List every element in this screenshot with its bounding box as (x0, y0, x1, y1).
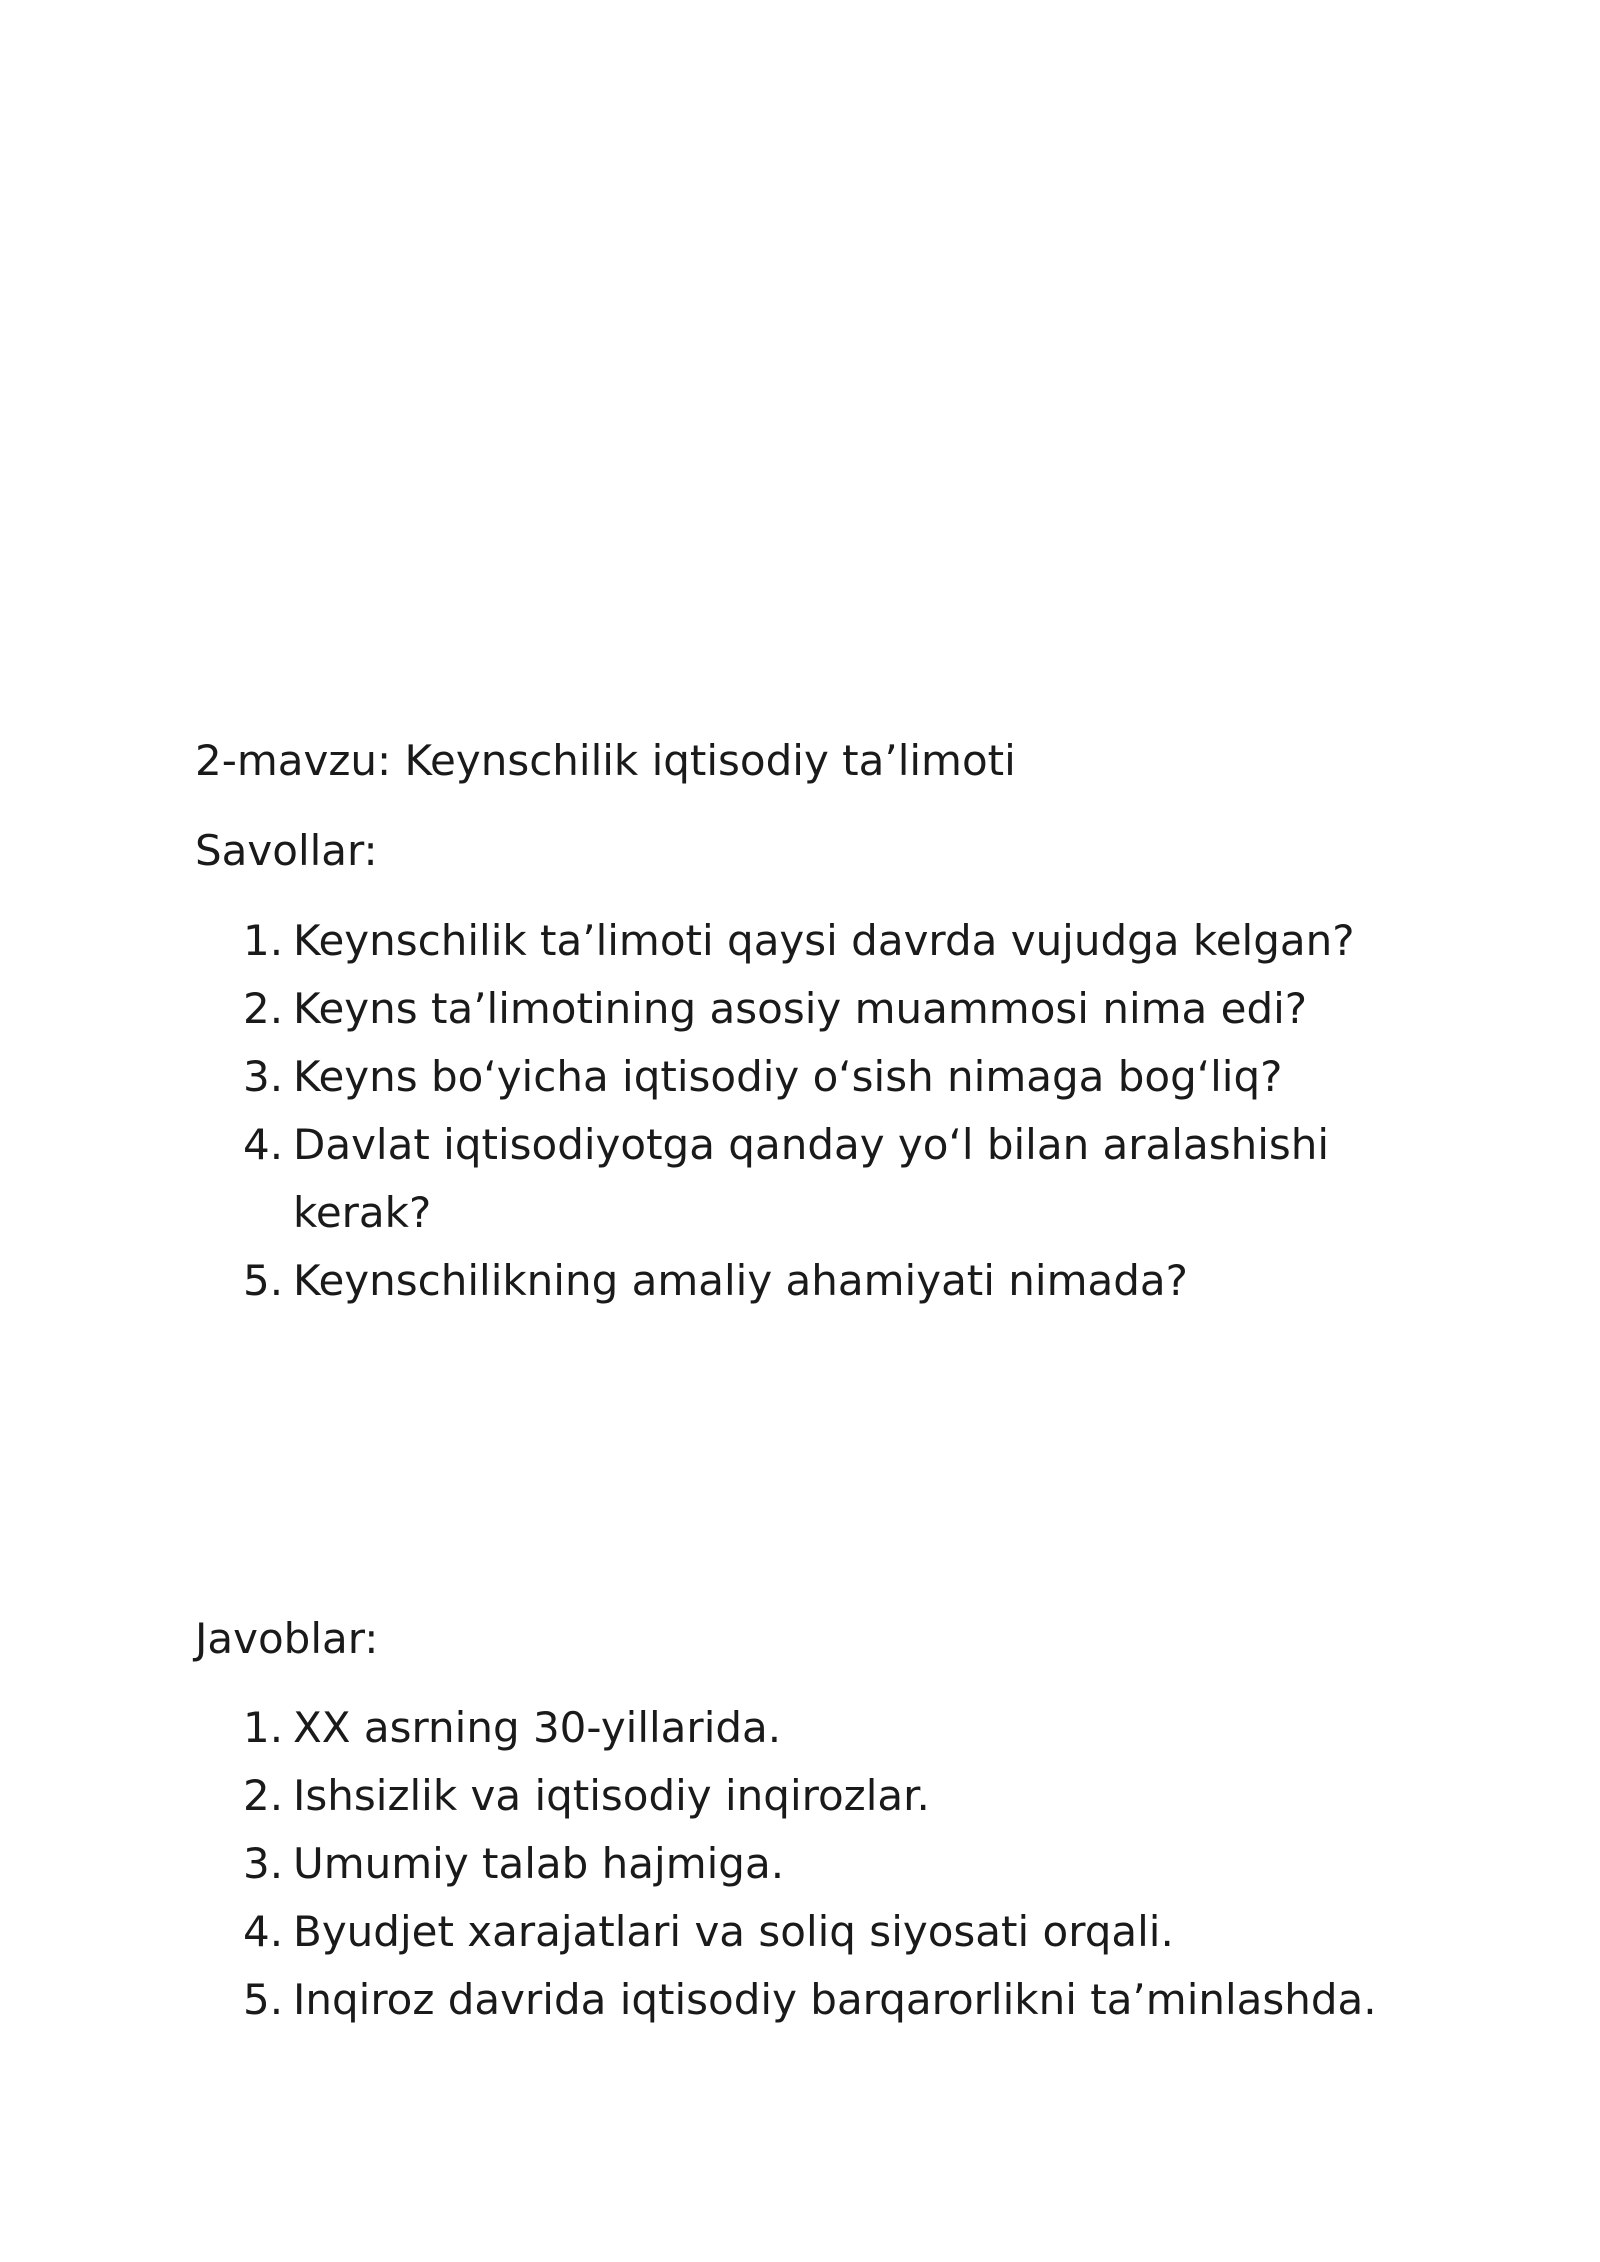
answer-number: 1. (243, 1703, 284, 1752)
page-title: 2-mavzu: Keynschilik iqtisodiy ta’limoti (195, 736, 1016, 785)
question-text: Keyns ta’limotining asosiy muammosi nima edi? (293, 984, 1308, 1033)
question-item (243, 975, 1403, 1043)
question-item (243, 1043, 1403, 1111)
question-number: 5. (243, 1256, 284, 1305)
answer-item (243, 1966, 1403, 2034)
answer-text: Ishsizlik va iqtisodiy inqirozlar. (293, 1771, 930, 1820)
answer-number: 5. (243, 1975, 284, 2024)
answer-text: Inqiroz davrida iqtisodiy barqarorlikni ta’minlashda. (293, 1975, 1377, 2024)
answers-list (243, 1694, 1403, 2034)
answer-item (243, 1830, 1403, 1898)
answer-text: Umumiy talab hajmiga. (293, 1839, 785, 1888)
question-text: Keyns bo‘yicha iqtisodiy o‘sish nimaga bog‘liq? (293, 1052, 1283, 1101)
answers-heading: Javoblar: (195, 1614, 379, 1663)
questions-heading: Savollar: (195, 826, 378, 875)
question-item (243, 1111, 1403, 1247)
answer-text: Byudjet xarajatlari va soliq siyosati orqali. (293, 1907, 1174, 1956)
question-number: 3. (243, 1052, 284, 1101)
question-text: Keynschilik ta’limoti qaysi davrda vujudga kelgan? (293, 916, 1355, 965)
answer-item (243, 1762, 1403, 1830)
question-number: 2. (243, 984, 284, 1033)
question-text: Keynschilikning amaliy ahamiyati nimada? (293, 1256, 1188, 1305)
answer-number: 2. (243, 1771, 284, 1820)
answer-number: 4. (243, 1907, 284, 1956)
question-text: Davlat iqtisodiyotga qanday yo‘l bilan aralashishi kerak? (293, 1120, 1330, 1237)
answer-item (243, 1694, 1403, 1762)
answer-text: XX asrning 30-yillarida. (293, 1703, 782, 1752)
question-number: 4. (243, 1120, 284, 1169)
question-number: 1. (243, 916, 284, 965)
answer-item (243, 1898, 1403, 1966)
questions-list (243, 907, 1403, 1315)
answer-number: 3. (243, 1839, 284, 1888)
question-item (243, 907, 1403, 975)
question-item (243, 1247, 1403, 1315)
